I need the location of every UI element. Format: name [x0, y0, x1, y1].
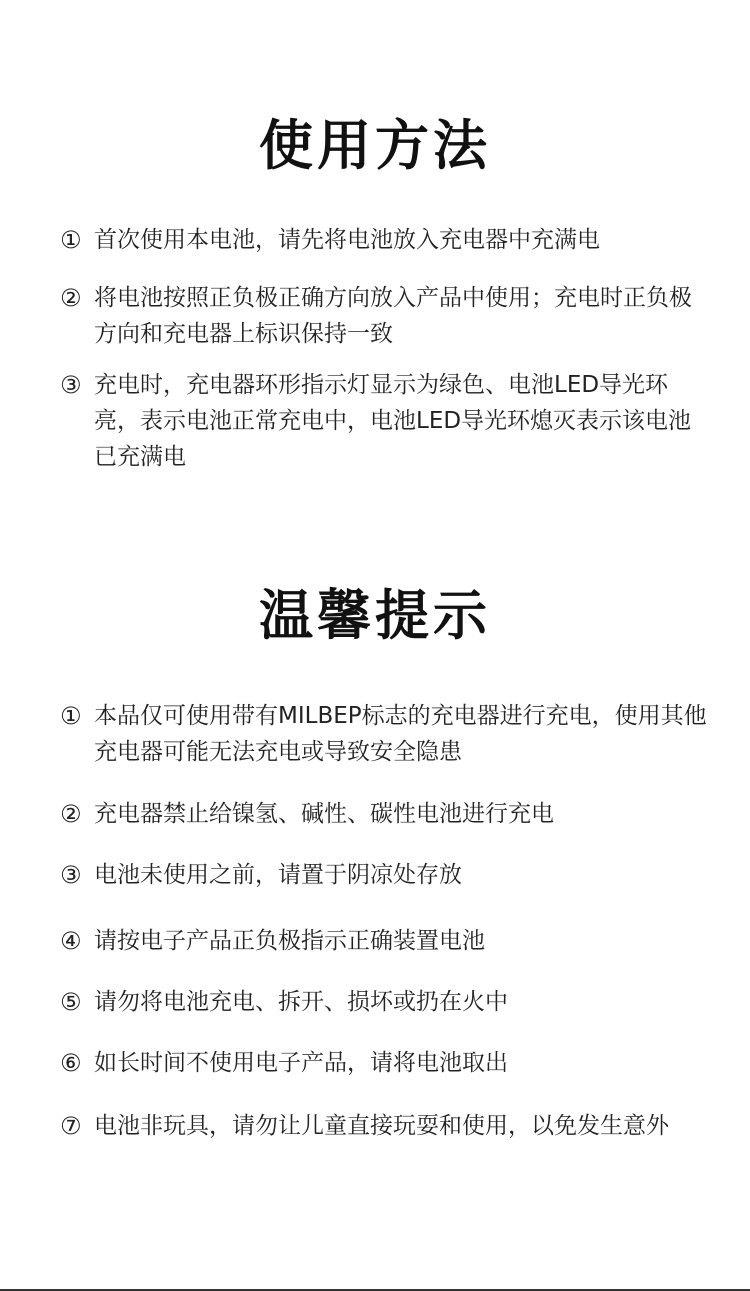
item-text: 电池未使用之前，请置于阴凉处存放 — [94, 862, 462, 888]
item-number: ③ — [60, 861, 82, 889]
usage-title: 使用方法 — [259, 114, 491, 177]
item-text: 请勿将电池充电、拆开、损坏或扔在火中 — [94, 989, 508, 1015]
item-number: ④ — [60, 927, 82, 955]
usage-item-2 — [60, 280, 710, 352]
item-text: 充电时，充电器环形指示灯显示为绿色、电池LED导光环亮，表示电池正常充电中，电池LED导光环熄灭表示该电池已充满电 — [94, 372, 692, 470]
item-number: ① — [60, 226, 82, 254]
item-number: ⑤ — [60, 988, 82, 1016]
item-number: ② — [60, 800, 82, 828]
tips-item-2 — [60, 796, 710, 832]
tips-item-3 — [60, 857, 710, 893]
item-number: ⑥ — [60, 1049, 82, 1077]
usage-item-3 — [60, 367, 710, 475]
item-text: 请按电子产品正负极指示正确装置电池 — [94, 928, 485, 954]
item-text: 如长时间不使用电子产品，请将电池取出 — [94, 1050, 508, 1076]
tips-item-5 — [60, 984, 710, 1020]
tips-item-6 — [60, 1045, 710, 1081]
usage-item-1 — [60, 222, 710, 258]
item-number: ⑦ — [60, 1112, 82, 1140]
item-text: 将电池按照正负极正确方向放入产品中使用；充电时正负极方向和充电器上标识保持一致 — [94, 285, 692, 347]
item-text: 充电器禁止给镍氢、碱性、碳性电池进行充电 — [94, 801, 554, 827]
item-number: ③ — [60, 371, 82, 399]
tips-item-1 — [60, 698, 710, 770]
item-text: 本品仅可使用带有MILBEP标志的充电器进行充电，使用其他充电器可能无法充电或导致安全隐患 — [94, 703, 707, 765]
tips-item-7 — [60, 1108, 710, 1144]
tips-item-4 — [60, 923, 710, 959]
item-number: ① — [60, 702, 82, 730]
tips-title: 温馨提示 — [259, 584, 491, 647]
item-number: ② — [60, 284, 82, 312]
item-text: 首次使用本电池，请先将电池放入充电器中充满电 — [94, 227, 600, 253]
item-text: 电池非玩具，请勿让儿童直接玩耍和使用，以免发生意外 — [94, 1113, 669, 1139]
